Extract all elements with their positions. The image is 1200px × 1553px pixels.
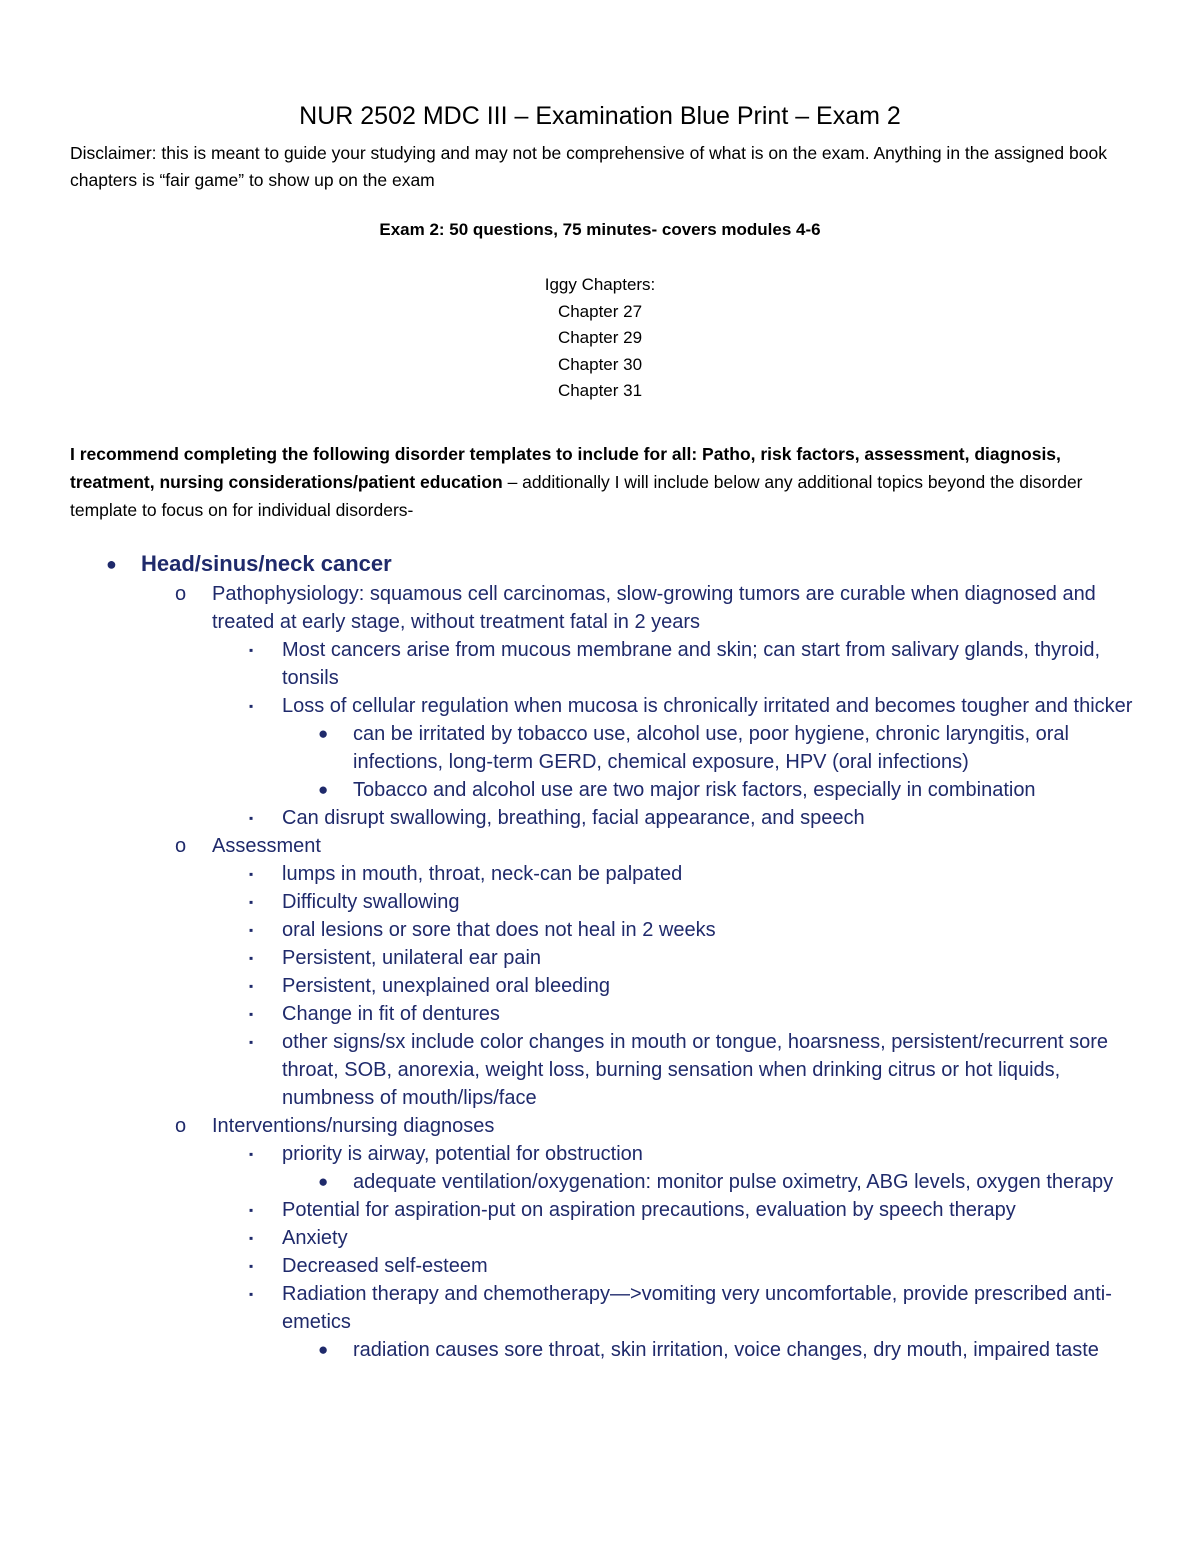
square-bullet-icon: ▪ xyxy=(249,1147,254,1161)
square-bullet-icon: ▪ xyxy=(249,643,254,657)
list-item-text: Radiation therapy and chemotherapy—>vomiting very uncomfortable, provide prescribed anti-emetics xyxy=(282,1283,1112,1333)
square-bullet-icon: ▪ xyxy=(249,895,254,909)
filled-bullet-icon: ● xyxy=(318,724,329,743)
list-item xyxy=(0,860,1200,888)
section-interventions xyxy=(0,1112,1200,1140)
chapters-block xyxy=(0,272,1200,405)
hollow-bullet-icon: o xyxy=(175,583,187,605)
list-item xyxy=(0,1196,1200,1224)
sub-list-item xyxy=(0,1336,1200,1364)
disorder-outline xyxy=(0,548,1200,1364)
square-bullet-icon: ▪ xyxy=(249,1007,254,1021)
topic-label: Head/sinus/neck cancer xyxy=(141,551,392,576)
list-item-text: oral lesions or sore that does not heal in 2 weeks xyxy=(282,919,716,941)
list-item xyxy=(0,1028,1200,1112)
list-item xyxy=(0,888,1200,916)
section-pathophysiology xyxy=(0,580,1200,636)
list-item xyxy=(0,944,1200,972)
list-item-text: Difficulty swallowing xyxy=(282,891,460,913)
square-bullet-icon: ▪ xyxy=(249,1035,254,1049)
sub-list-item-text: Tobacco and alcohol use are two major risk factors, especially in combination xyxy=(353,779,1036,801)
list-item-text: Change in fit of dentures xyxy=(282,1003,500,1025)
section-label: Interventions/nursing diagnoses xyxy=(212,1115,495,1137)
square-bullet-icon: ▪ xyxy=(249,951,254,965)
section-assessment xyxy=(0,832,1200,860)
square-bullet-icon: ▪ xyxy=(249,1231,254,1245)
list-item xyxy=(0,1280,1200,1336)
list-item-text: Decreased self-esteem xyxy=(282,1255,488,1277)
list-item-text: Most cancers arise from mucous membrane and skin; can start from salivary glands, thyroid, tonsils xyxy=(282,639,1101,689)
list-item-text: Can disrupt swallowing, breathing, facial appearance, and speech xyxy=(282,807,865,829)
list-item-text: Persistent, unexplained oral bleeding xyxy=(282,975,610,997)
square-bullet-icon: ▪ xyxy=(249,867,254,881)
list-item-text: lumps in mouth, throat, neck-can be palpated xyxy=(282,863,683,885)
list-item-text: Anxiety xyxy=(282,1227,348,1249)
list-item-text: priority is airway, potential for obstruction xyxy=(282,1143,643,1165)
list-item xyxy=(0,804,1200,832)
chapter-item: Chapter 31 xyxy=(557,381,643,400)
hollow-bullet-icon: o xyxy=(175,835,187,857)
chapter-item: Chapter 29 xyxy=(557,328,643,347)
filled-bullet-icon: ● xyxy=(318,1340,329,1359)
list-item xyxy=(0,692,1200,720)
list-item xyxy=(0,972,1200,1000)
list-item xyxy=(0,1140,1200,1168)
list-item-text: Loss of cellular regulation when mucosa is chronically irritated and becomes tougher and thicker xyxy=(282,695,1133,717)
square-bullet-icon: ▪ xyxy=(249,979,254,993)
list-item-text: other signs/sx include color changes in mouth or tongue, hoarsness, persistent/recurrent sore throat, SOB, anorexia, weight loss, burning sensation when drinking citrus or hot liquids, numbness of mouth/lips/face xyxy=(282,1031,1108,1109)
list-item xyxy=(0,1000,1200,1028)
square-bullet-icon: ▪ xyxy=(249,1203,254,1217)
exam-info: Exam 2: 50 questions, 75 minutes- covers modules 4-6 xyxy=(379,220,821,239)
filled-bullet-icon: ● xyxy=(318,1172,329,1191)
square-bullet-icon: ▪ xyxy=(249,923,254,937)
filled-bullet-icon: ● xyxy=(318,780,329,799)
list-item xyxy=(0,1252,1200,1280)
square-bullet-icon: ▪ xyxy=(249,1287,254,1301)
sub-list-item-text: can be irritated by tobacco use, alcohol use, poor hygiene, chronic laryngitis, oral infections, long-term GERD, chemical exposure, HPV (oral infections) xyxy=(353,723,1069,773)
sub-list-item-text: adequate ventilation/oxygenation: monitor pulse oximetry, ABG levels, oxygen therapy xyxy=(353,1171,1114,1193)
page-title: NUR 2502 MDC III – Examination Blue Print – Exam 2 xyxy=(299,102,901,130)
filled-bullet-icon: ● xyxy=(106,554,117,574)
sub-list-item xyxy=(0,776,1200,804)
disclaimer: Disclaimer: this is meant to guide your studying and may not be comprehensive of what is on the exam. Anything in the assigned book chapters is “fair game” to show up on the exam xyxy=(70,143,1107,190)
list-item-text: Potential for aspiration-put on aspiration precautions, evaluation by speech therapy xyxy=(282,1199,1016,1221)
list-item xyxy=(0,1224,1200,1252)
square-bullet-icon: ▪ xyxy=(249,811,254,825)
chapters-heading: Iggy Chapters: xyxy=(544,275,656,294)
hollow-bullet-icon: o xyxy=(175,1115,187,1137)
list-item-text: Persistent, unilateral ear pain xyxy=(282,947,542,969)
section-label: Pathophysiology: squamous cell carcinomas, slow-growing tumors are curable when diagnosed and treated at early stage, without treatment fatal in 2 years xyxy=(212,583,1096,633)
recommendation-bold: I recommend completing the following disorder templates to include for all: Patho, risk factors, assessment, diagnosis, treatment, nursing considerations/patient education xyxy=(70,444,1061,492)
square-bullet-icon: ▪ xyxy=(249,1259,254,1273)
list-item xyxy=(0,636,1200,692)
section-label: Assessment xyxy=(212,835,321,857)
square-bullet-icon: ▪ xyxy=(249,699,254,713)
topic-heading xyxy=(0,548,1200,580)
sub-list-item xyxy=(0,1168,1200,1196)
list-item xyxy=(0,916,1200,944)
chapter-item: Chapter 27 xyxy=(557,301,643,321)
sub-list-item xyxy=(0,720,1200,776)
recommendation-rest: – additionally I will include below any additional topics beyond the disorder template to focus on for individual disorders- xyxy=(70,472,1083,520)
chapter-item: Chapter 30 xyxy=(557,354,643,374)
sub-list-item-text: radiation causes sore throat, skin irritation, voice changes, dry mouth, impaired taste xyxy=(353,1339,1099,1361)
recommendation xyxy=(70,440,1145,524)
